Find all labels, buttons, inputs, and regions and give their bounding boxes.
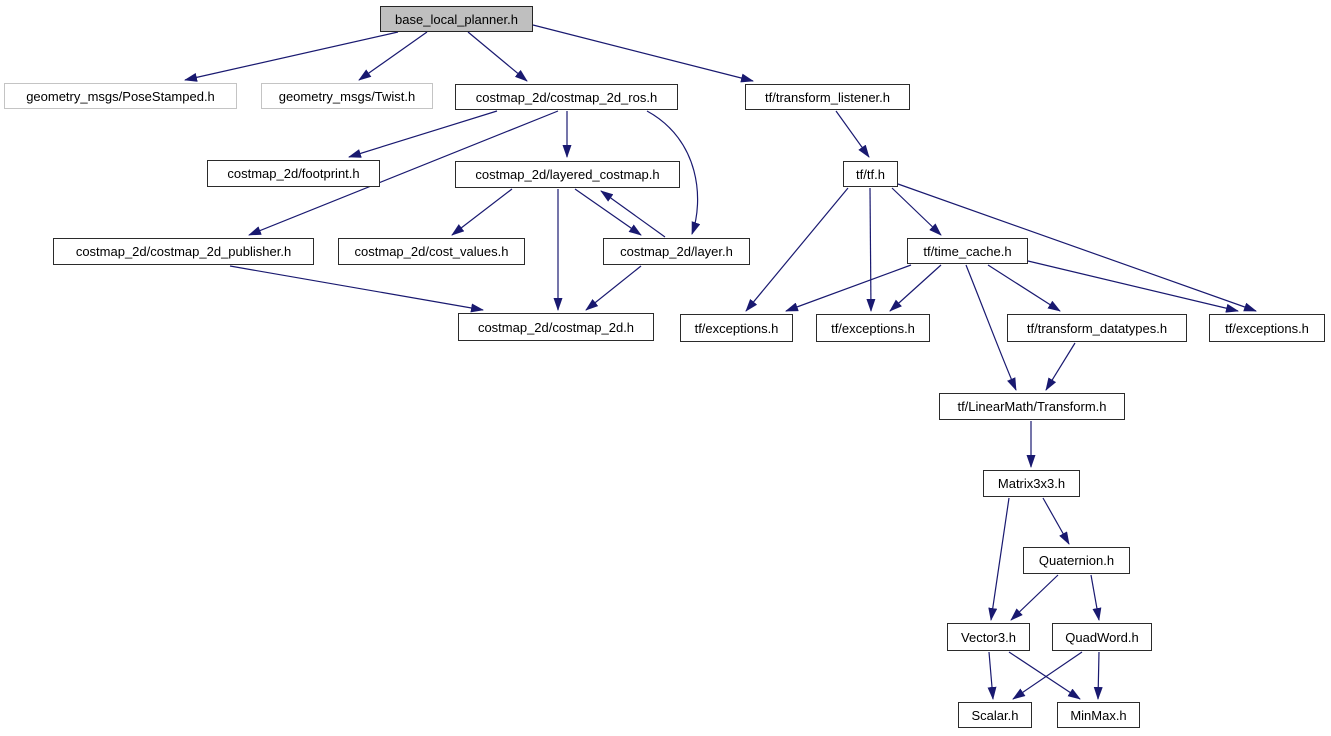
node-publisher[interactable]: costmap_2d/costmap_2d_publisher.h (53, 238, 314, 265)
edge-timecache-exc3 (1028, 261, 1238, 311)
edge-base-ros (468, 32, 527, 81)
node-base: base_local_planner.h (380, 6, 533, 32)
node-layer[interactable]: costmap_2d/layer.h (603, 238, 750, 265)
node-exc1[interactable]: tf/exceptions.h (680, 314, 793, 342)
node-scalar[interactable]: Scalar.h (958, 702, 1032, 728)
edge-timecache-exc1 (786, 265, 911, 311)
edge-publisher-costmap2d (230, 266, 483, 310)
edge-tf-timecache (892, 188, 941, 235)
node-ros[interactable]: costmap_2d/costmap_2d_ros.h (455, 84, 678, 110)
node-matrix[interactable]: Matrix3x3.h (983, 470, 1080, 497)
node-pose: geometry_msgs/PoseStamped.h (4, 83, 237, 109)
node-quadword[interactable]: QuadWord.h (1052, 623, 1152, 651)
edge-quadword-minmax (1098, 652, 1099, 699)
edge-datatypes-transform (1046, 343, 1075, 390)
edge-base-pose (185, 32, 398, 80)
node-layered[interactable]: costmap_2d/layered_costmap.h (455, 161, 680, 188)
node-vector3[interactable]: Vector3.h (947, 623, 1030, 651)
node-exc3[interactable]: tf/exceptions.h (1209, 314, 1325, 342)
edge-ros-footprint (349, 111, 497, 157)
edge-matrix-vector3 (991, 498, 1009, 620)
edge-timecache-datatypes (988, 265, 1060, 311)
edge-layer-costmap2d (586, 266, 641, 310)
edge-listener-tf (836, 111, 869, 157)
node-footprint[interactable]: costmap_2d/footprint.h (207, 160, 380, 187)
edge-quat-quadword (1091, 575, 1099, 620)
node-costmap2d[interactable]: costmap_2d/costmap_2d.h (458, 313, 654, 341)
edge-vector3-scalar (989, 652, 993, 699)
node-costvalues[interactable]: costmap_2d/cost_values.h (338, 238, 525, 265)
edge-quat-vector3 (1011, 575, 1058, 620)
node-datatypes[interactable]: tf/transform_datatypes.h (1007, 314, 1187, 342)
edge-tf-exc1 (746, 188, 848, 311)
edge-base-listener (533, 25, 753, 81)
node-twist: geometry_msgs/Twist.h (261, 83, 433, 109)
node-exc2[interactable]: tf/exceptions.h (816, 314, 930, 342)
edge-layered-costvalues (452, 189, 512, 235)
node-tf[interactable]: tf/tf.h (843, 161, 898, 187)
node-listener[interactable]: tf/transform_listener.h (745, 84, 910, 110)
node-minmax[interactable]: MinMax.h (1057, 702, 1140, 728)
node-timecache[interactable]: tf/time_cache.h (907, 238, 1028, 264)
edge-timecache-exc2 (890, 265, 941, 311)
edge-tf-exc2 (870, 188, 871, 311)
node-transform[interactable]: tf/LinearMath/Transform.h (939, 393, 1125, 420)
edge-vector3-minmax (1009, 652, 1080, 699)
edge-matrix-quat (1043, 498, 1069, 544)
node-quat[interactable]: Quaternion.h (1023, 547, 1130, 574)
edge-quadword-scalar (1013, 652, 1082, 699)
edge-base-twist (359, 32, 427, 80)
